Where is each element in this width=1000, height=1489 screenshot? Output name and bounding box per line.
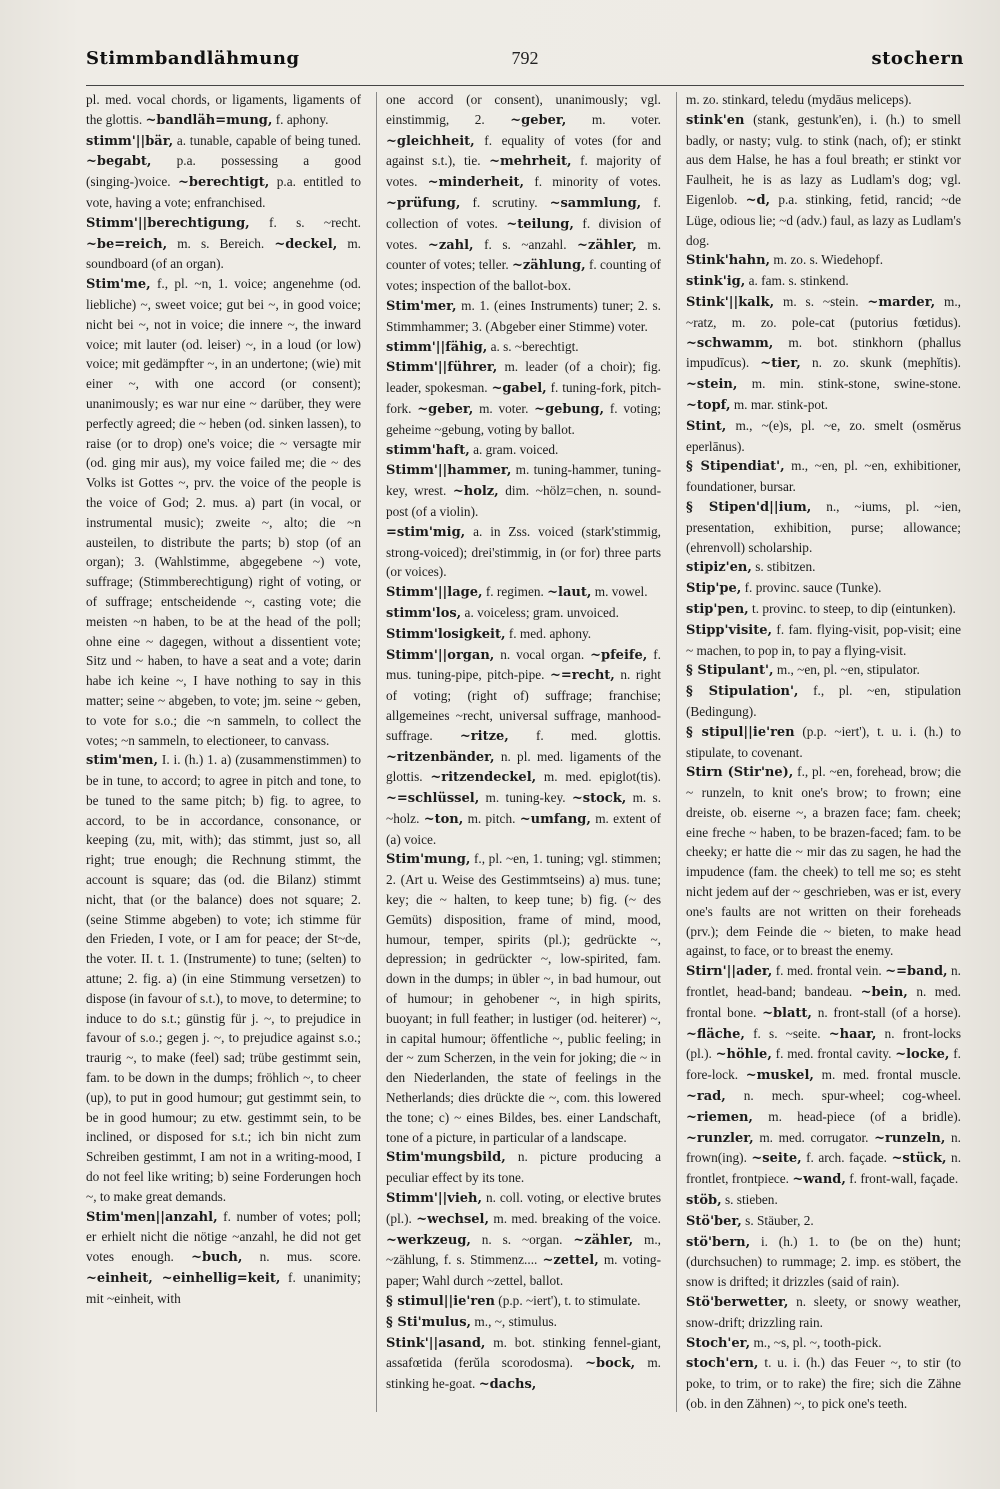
headword: Stipp'visite, [686, 622, 773, 638]
headword: ~zähler, [577, 237, 637, 253]
definition: m., ~(e)s, pl. ~e, zo. smelt (osmĕrus eperlānus). [686, 417, 961, 454]
headword: ~muskel, [745, 1068, 814, 1084]
definition: f. equality of votes (for and against s.t.), tie. [386, 132, 661, 169]
headword: ~stück, [891, 1151, 947, 1167]
headword: ~marder, [867, 294, 936, 310]
definition: t. provinc. to steep, to dip (eintunken). [752, 600, 956, 616]
headword: ~sammlung, [549, 195, 642, 211]
headword: § Stipulant', [686, 663, 774, 679]
entry-flow [86, 90, 361, 1309]
definition: a. fam. s. stinkend. [748, 273, 849, 289]
headword: ~d, [745, 192, 771, 208]
headword: § stipul||ie'ren [686, 724, 795, 740]
headword: ~be=reich, [86, 236, 168, 252]
headword: ~bein, [860, 985, 908, 1001]
headword: ~zählung, [511, 258, 586, 274]
headword: ~ritzendeckel, [430, 770, 537, 786]
definition: n. s. ~organ. [481, 1231, 563, 1247]
definition: n. frown(ing). [686, 1129, 961, 1166]
headword: ~laut, [547, 585, 592, 601]
definition: m. counter of votes; teller. [386, 236, 661, 273]
definition: n. sleety, or snowy weather, snow-drift; drizzling rain. [686, 1294, 961, 1330]
definition: m. stinking he-goat. [386, 1355, 661, 1392]
definition: m. med. frontal muscle. [821, 1067, 961, 1083]
definition: f. voting; geheime ~gebung, voting by ballot. [386, 400, 661, 437]
definition: f. scrutiny. [472, 194, 538, 210]
definition: m., ~, stimulus. [474, 1313, 557, 1329]
headword: Stint, [686, 418, 727, 434]
headword: § stimul||ie'ren [386, 1294, 495, 1310]
definition: n. frontlet, frontpiece. [686, 1150, 961, 1187]
headword: Stim'mungsbild, [386, 1150, 506, 1166]
definition: p.a. entitled to vote, having a vote; enfranchised. [86, 174, 361, 210]
definition: f. counting of votes; inspection of the ballot-box. [386, 257, 661, 294]
headword: ~=band, [885, 964, 948, 980]
headword: ~ton, [423, 811, 464, 827]
headword: ~runzeln, [874, 1130, 946, 1146]
headword: ~minderheit, [427, 175, 525, 191]
definition: m., ~ratz, m. zo. pole-cat (putorius fœtidus). [686, 293, 961, 330]
headword: ~seite, [751, 1151, 802, 1167]
definition: m., ~zählung, f. s. Stimmenz.... [386, 1231, 661, 1268]
headword: ~teilung, [506, 216, 574, 232]
headword: stoch'ern, [686, 1356, 759, 1372]
definition: m. voter. [591, 111, 661, 127]
headword: ~höhle, [715, 1047, 772, 1063]
headword: § Stipen'd||ium, [686, 499, 812, 515]
header-right-guideword: stochern [871, 48, 964, 69]
headword: ~bandläh=mung, [145, 112, 273, 128]
definition: f. mus. tuning-pipe, pitch-pipe. [386, 646, 661, 683]
definition: m. med. breaking of the voice. [493, 1210, 661, 1226]
headword: ~deckel, [274, 236, 338, 252]
definition: f. majority of votes. [386, 153, 661, 190]
definition: t. u. i. (h.) das Feuer ~, to stir (to poke, to trim, or to rake) the fire; sich die Zähne (ob. in den Zähnen) ~, to pick one's teeth. [686, 1355, 961, 1411]
headword: ~prüfung, [386, 195, 461, 211]
headword: Stirn'||ader, [686, 964, 773, 980]
definition: n. front-stall (of a horse). [817, 1004, 961, 1020]
definition: f. med. frontal cavity. [775, 1046, 892, 1062]
definition: n. frontlet, head-band; bandeau. [686, 963, 961, 1000]
headword: Stimm'||hammer, [386, 463, 512, 479]
headword: ~wechsel, [416, 1211, 489, 1227]
headword: ~topf, [686, 397, 731, 413]
definition: m. mar. stink-pot. [733, 396, 829, 412]
definition: f. med. aphony. [508, 625, 592, 641]
headword: Stö'berwetter, [686, 1295, 789, 1311]
headword: Stim'men||anzahl, [86, 1209, 218, 1225]
headword: stipiz'en, [686, 560, 752, 576]
definition: n. pl. med. ligaments of the glottis. [386, 748, 661, 785]
definition: m. leader (of a choir); fig. leader, spokesman. [386, 359, 661, 396]
headword: ~haar, [828, 1026, 877, 1042]
definition: m. vowel. [594, 584, 648, 600]
definition: a. in Zss. voiced (stark'stimmig, strong-voiced); drei'stimmig, in (or for) three parts (or voices). [386, 523, 661, 580]
headword: ~gebung, [534, 401, 605, 417]
definition: f. provinc. sauce (Tunke). [744, 580, 882, 596]
headword: ~riemen, [686, 1109, 753, 1125]
headword: Stoch'er, [686, 1335, 751, 1351]
definition: n. mech. spur-wheel; cog-wheel. [743, 1088, 961, 1104]
definition: m., ~s, pl. ~, tooth-pick. [753, 1334, 882, 1350]
definition: m. med. corrugator. [759, 1129, 869, 1145]
headword: ~zettel, [542, 1253, 599, 1269]
definition: n. picture producing a peculiar effect by its tone. [386, 1149, 661, 1186]
definition: f. number of votes; poll; er erhielt nicht die nötige ~anzahl, he did not get votes enough. [86, 1208, 361, 1265]
headword: Stim'mer, [386, 298, 457, 314]
definition: n. coll. voting, or elective brutes (pl.). [386, 1190, 661, 1226]
definition: n. zo. skunk (mephĭtis). [811, 355, 961, 371]
definition: f. tuning-fork, pitch-fork. [386, 380, 661, 416]
definition: m. s. Bereich. [177, 235, 265, 251]
column-1 [86, 90, 361, 1430]
headword: ~runzler, [686, 1130, 754, 1146]
headword: Stimm'||organ, [386, 647, 495, 663]
definition: f., pl. ~n, 1. voice; angenehme (od. liebliche) ~, sweet voice; gut bei ~, in good voice; nicht bei ~, not in voice; die innere ~, the inward voice; mit lauter (od. leiser) ~, in a loud (or low) voice; mit gedämpfter ~, in an undertone; (wie) mit einer ~, with one accord (or consent); unanimously; es war nur eine ~ darüber, they were perfectly agreed; die ~ heben (od. sinken lassen), to raise (or to drop) one's voice; die ~ versagte mir (od. ging mir aus), my voice failed me; die ~ des Volks ist Gottes ~, prv. the voice of the people is the voice of God; 2. mus. a) part (in vocal, or instrumental music); zweite ~, alto; die ~n austeilen, to distribute the parts; b) stop (of an organ); 3. (Wahlstimme, abgegebene ~) vote, suffrage; (Stimmberechtigung) right of voting, or of suffrage; entscheidende ~, casting vote; die meisten ~n haben, to be at the head of the poll; ohne eine ~ dagegen, without a dissentient vote; Sitz und ~ haben, to have a seat and a vote; darin habe ich keine ~, I have nothing to say in this matter; seine ~ abgeben, to vote; jm. seine ~ geben, to vote for s.o.; die ~n sammeln, to collect the votes; ~n sammeln, to electioneer, to canvass. [86, 276, 361, 748]
definition: f., pl. ~en, stipulation (Bedingung). [686, 683, 961, 719]
definition: m. tuning-hammer, tuning-key, wrest. [386, 462, 661, 499]
column-divider [676, 92, 677, 1412]
headword: ~zähler, [573, 1232, 634, 1248]
headword: =stim'mig, [386, 524, 466, 540]
definition: f. s. ~seite. [753, 1025, 821, 1041]
definition: f. minority of votes. [534, 174, 661, 190]
headword: ~fläche, [686, 1026, 745, 1042]
headword: ~zahl, [427, 237, 474, 253]
headword: stink'ig, [686, 274, 746, 290]
definition: f. arch. façade. [806, 1150, 887, 1166]
definition: (stank, gestunk'en), i. (h.) to smell badly, or nasty; vulg. to stink (nach, of); er stinkt aus dem Halse, he has a foul breath; er stinkt vor Faulheit, he is as lazy as Ludlam's dog; vgl. Eigenlob. [686, 111, 961, 207]
headword: ~ritze, [459, 728, 509, 744]
headword: ~holz, [452, 484, 499, 500]
headword: ~blatt, [762, 1005, 812, 1021]
definition: m. s. ~holz. [386, 790, 661, 826]
definition: f. fore-lock. [686, 1046, 961, 1083]
definition: m. s. ~stein. [783, 293, 859, 309]
definition: n. med. frontal bone. [686, 984, 961, 1020]
headword: ~einheit, ~einhellig=keit, [86, 1271, 281, 1287]
column-divider [376, 92, 377, 1412]
headword: ~ritzenbänder, [386, 749, 495, 765]
running-header [86, 46, 964, 82]
header-rule [86, 85, 964, 86]
definition: f. med. frontal vein. [775, 963, 882, 979]
definition: f. front-wall, façade. [849, 1171, 959, 1187]
headword: ~umfang, [519, 811, 591, 827]
headword: stim'men, [86, 753, 159, 769]
definition: a. tunable, capable of being tuned. [176, 132, 361, 148]
definition: m. 1. (eines Instruments) tuner; 2. s. Stimmhammer; 3. (Abgeber einer Stimme) voter. [386, 297, 661, 334]
definition: i. (h.) 1. to (be on the) hunt; (durchsuchen) to rummage; 2. imp. es stöbert, the snow is drifted; it drizzles (said of rain). [686, 1233, 961, 1290]
definition: p.a. stinking, fetid, rancid; ~de Lüge, odious lie; ~d (adv.) faul, as lazy as Ludlam's dog. [686, 191, 961, 248]
definition: m. bot. stinkhorn (phallus impudīcus). [686, 334, 961, 371]
entry-flow [386, 90, 661, 1395]
headword: ~pfeife, [590, 647, 648, 663]
definition: one accord (or consent), unanimously; vgl. einstimmig, 2. [386, 92, 661, 127]
headword: ~werkzeug, [386, 1232, 471, 1248]
headword: ~bock, [585, 1356, 636, 1372]
headword: Stimm'||führer, [386, 360, 498, 376]
headword: stimm'||fähig, [386, 339, 488, 355]
headword: stö'bern, [686, 1234, 751, 1250]
headword: § Stipendiat', [686, 459, 785, 475]
headword: Stink'||kalk, [686, 294, 775, 310]
headword: Stimm'||vieh, [386, 1191, 483, 1207]
definition: m. zo. stinkard, teledu (mydāus meliceps). [686, 92, 912, 107]
definition: f. division of votes. [386, 215, 661, 252]
headword: stimm'los, [386, 605, 462, 621]
definition: f., pl. ~en, 1. tuning; vgl. stimmen; 2. (Art u. Weise des Gestimmtseins) a) mus. tune; key; die ~ halten, to keep tune; b) fig. (~ des Gemüts) disposition, frame of mind, mood, humour, temper, spirits (pl.); gedrückte ~, depression; in gedrückter ~, low-spirited, fam. down in the dumps; in übler ~, in bad humour, out of humour; in gehobener ~, in high spirits, buoyant; in full feather; in lustiger (od. heiterer) ~, in capital humour; öffentliche ~, public feeling; in der ~ zum Scherzen, in the vein for joking; die ~ in den Niederlanden, the state of feelings in the Netherlands; dies drückte die ~, com. this lowered the tone; c) ~ eines Bildes, bes. einer Landschaft, tone of a picture, in particular of a landscape. [386, 851, 661, 1145]
definition: m., ~en, pl. ~en, stipulator. [776, 662, 920, 678]
definition: f. collection of votes. [386, 194, 661, 231]
definition: a. voiceless; gram. unvoiced. [464, 604, 619, 620]
definition: a. s. ~berechtigt. [490, 338, 579, 354]
definition: f. fam. flying-visit, pop-visit; eine ~ machen, to pop in, to pay a flying-visit. [686, 621, 961, 658]
headword: ~begabt, [86, 154, 152, 170]
definition: m. head-piece (of a bridle). [768, 1108, 961, 1124]
headword: ~stein, [686, 377, 738, 393]
headword: ~gabel, [491, 381, 547, 397]
definition: m. voter. [479, 400, 529, 416]
headword: Stim'me, [86, 277, 151, 293]
column-3 [686, 90, 961, 1430]
headword: ~geber, [417, 401, 474, 417]
definition: m. med. epiglot(tis). [543, 769, 661, 785]
headword: stöb, [686, 1193, 722, 1209]
headword: Stimm'||lage, [386, 585, 483, 601]
headword: Stimm'||berechtigung, [86, 215, 250, 231]
headword: § Sti'mulus, [386, 1314, 472, 1330]
headword: Stirn (Stir'ne), [686, 765, 794, 781]
definition: I. i. (h.) 1. a) (zusammenstimmen) to be in tune, to accord; to agree in pitch and tone, to be tuned to the same pitch; b) fig. to agree, to accord, to be in accordance, consonance, or keeping (zu, mit, with); das stimmt, just so, all right; true enough; die Rechnung stimmt, the account is square; das (od. die Bilanz) stimmt nicht, that (or the balance) does not square; 2. (seine Stimme abgeben) to vote; ich stimme für den Frieden, I vote, or I am for peace; der St~de, the voter. II. t. 1. (Instrumente) to tune; (selten) to attune; 2. fig. a) (in eine Stimmung versetzen) to dispose (in favour of s.t.), to move, to determine; to induce to do s.t.; günstig für j. ~, to prejudice in favour of s.o.; gegen j. ~, to prejudice against s.o.; traurig ~, to make (feel) sad; trübe gestimmt sein, fam. to be down in the dumps; fröhlich ~, to cheer (up), to put in good humour; gut gestimmt sein, to be in good humour; zu etw. gestimmt sein, to be inclined, or disposed for s.t.; ich bin nicht zum Schreiben gestimmt, I am not in a writing-mood, I do not feel like writing; b) seine Forderungen hoch ~, to make great demands. [86, 752, 361, 1204]
definition: f. s. ~recht. [269, 214, 361, 230]
page-number: 792 [511, 48, 539, 68]
headword: stink'en [686, 112, 745, 128]
definition: n. vocal organ. [500, 646, 585, 662]
definition: s. stieben. [724, 1192, 778, 1208]
headword: ~tier, [760, 356, 801, 372]
definition: n. front-locks (pl.). [686, 1025, 961, 1062]
headword: ~berechtigt, [177, 175, 270, 191]
definition: m. voting-paper; Wahl durch ~zettel, ballot. [386, 1252, 661, 1289]
headword: Stimm'losigkeit, [386, 626, 506, 642]
definition: f. med. glottis. [536, 727, 661, 743]
definition: m., ~en, pl. ~en, exhibitioner, foundationer, bursar. [686, 458, 961, 495]
headword: Stink'||asand, [386, 1335, 486, 1351]
headword: ~schwamm, [686, 335, 774, 351]
headword: ~rad, [686, 1089, 726, 1105]
headword: § Stipulation', [686, 684, 799, 700]
definition: n. mus. score. [259, 1249, 361, 1265]
definition: pl. med. vocal chords, or ligaments, ligaments of the glottis. [86, 92, 361, 127]
headword: Stim'mung, [386, 852, 471, 868]
headword: ~mehrheit, [489, 154, 572, 170]
definition: m. min. stink-stone, swine-stone. [751, 376, 961, 392]
header-left-guideword: Stimmbandlähmung [86, 48, 300, 69]
definition: (p.p. ~iert'), t. u. i. (h.) to stipulate, to covenant. [686, 723, 961, 760]
definition: m. pitch. [467, 810, 516, 826]
headword: ~=schlüssel, [386, 791, 480, 807]
headword: Stink'hahn, [686, 253, 771, 269]
definition: f. aphony. [275, 111, 329, 127]
headword: Stip'pe, [686, 581, 742, 597]
headword: Stö'ber, [686, 1213, 742, 1229]
definition: m. extent of (a) voice. [386, 810, 661, 847]
definition: s. stibitzen. [755, 559, 816, 575]
headword: ~gleichheit, [386, 133, 475, 149]
definition: p.a. possessing a good (singing-)voice. [86, 153, 361, 190]
headword: ~stock, [571, 791, 627, 807]
definition: n., ~iums, pl. ~ien, presentation, exhibition, purse; allowance; (ehrenvoll) scholarship. [686, 498, 961, 555]
headword: ~=recht, [550, 668, 615, 684]
headword: stimm'||bär, [86, 133, 174, 149]
definition: dim. ~hölz=chen, n. sound-post (of a violin). [386, 483, 661, 519]
definition: f. regimen. [485, 584, 544, 600]
headword: ~buch, [191, 1250, 243, 1266]
entry-flow [686, 90, 961, 1414]
headword: stimm'haft, [386, 442, 470, 458]
definition: s. Stäuber, 2. [745, 1212, 814, 1228]
definition: f. unanimity; mit ~einheit, with [86, 1270, 361, 1306]
definition: f., pl. ~en, forehead, brow; die ~ runzeln, to knit one's brow; to frown; eine dreiste, ob. eiserne ~, a brazen face; fam. cheek; eine freche ~ haben, to be brazen-faced; fam. to be cheeky; er hatte die ~ mir das zu sagen, he had the impudence (fam. the cheek) to tell me so; es steht nicht jedem auf der ~ geschrieben, was er ist, every one's faults are not written on their foreheads (prv.); dem Feinde die ~ bieten, to make head against, to face, or to breast the enemy. [686, 764, 961, 959]
headword: ~locke, [895, 1047, 950, 1063]
definition: m. bot. stinking fennel-giant, assafœtida (ferŭla scorodosma). [386, 1334, 661, 1371]
definition: m. soundboard (of an organ). [86, 235, 361, 272]
column-2 [386, 90, 661, 1430]
headword: ~geber, [510, 112, 567, 128]
definition: n. right of voting; (right of) suffrage; franchise; allgemeines ~recht, universal suffrage, manhood-suffrage. [386, 667, 661, 743]
definition: f. s. ~anzahl. [484, 236, 567, 252]
definition: m. zo. s. Wiedehopf. [773, 252, 884, 268]
definition: a. gram. voiced. [473, 441, 559, 457]
definition: (p.p. ~iert'), t. to stimulate. [498, 1293, 641, 1309]
headword: ~dachs, [478, 1377, 537, 1393]
headword: ~wand, [792, 1172, 846, 1188]
headword: stip'pen, [686, 601, 749, 617]
definition: m. tuning-key. [485, 790, 566, 806]
